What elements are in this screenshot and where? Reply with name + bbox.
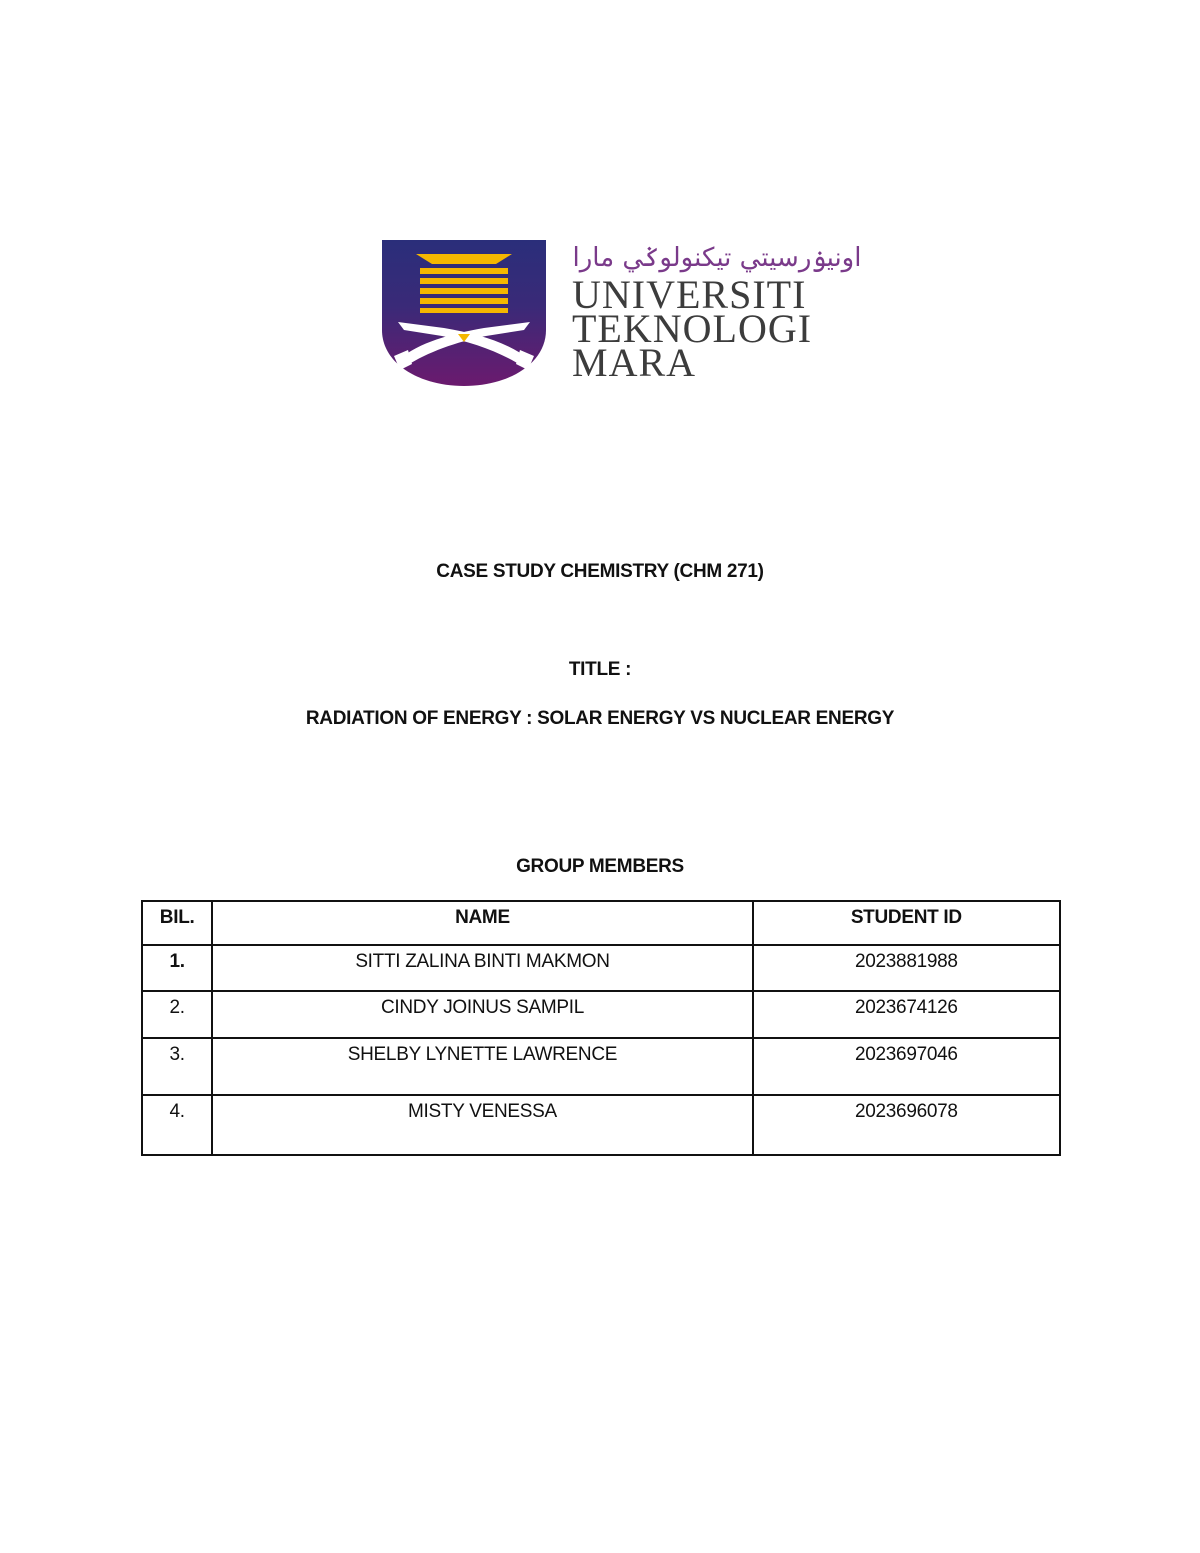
university-crest-icon [380,238,548,388]
row-student-id: 2023696078 [753,1095,1060,1155]
row-bil: 2. [142,991,212,1038]
row-student-id: 2023881988 [753,945,1060,991]
row-name: MISTY VENESSA [212,1095,752,1155]
logo-wordmark [572,272,872,385]
header-bil: BIL. [142,901,212,945]
row-bil: 1. [142,945,212,991]
group-members-table [141,900,1061,1156]
logo-jawi-script: اونيۏرسيتي تيكنولوݢي مارا [572,243,862,273]
logo-wordmark-line-1: UNIVERSITI [572,272,807,317]
row-name: CINDY JOINUS SAMPIL [212,991,752,1038]
row-bil: 3. [142,1038,212,1095]
header-student-id: STUDENT ID [753,901,1060,945]
row-bil: 4. [142,1095,212,1155]
row-student-id: 2023674126 [753,991,1060,1038]
members-heading: GROUP MEMBERS [516,856,684,877]
header-name: NAME [212,901,752,945]
table-row [142,1095,1060,1155]
logo-wordmark-line-2: TEKNOLOGI [572,306,813,351]
table-header-row [142,901,1060,945]
row-name: SITTI ZALINA BINTI MAKMON [212,945,752,991]
course-heading: CASE STUDY CHEMISTRY (CHM 271) [436,561,764,582]
table-row [142,991,1060,1038]
document-title: RADIATION OF ENERGY : SOLAR ENERGY VS NUCLEAR ENERGY [305,708,895,729]
row-name: SHELBY LYNETTE LAWRENCE [212,1038,752,1095]
title-label: TITLE : [568,659,632,680]
table-row [142,945,1060,991]
row-student-id: 2023697046 [753,1038,1060,1095]
table-row [142,1038,1060,1095]
logo-wordmark-line-3: MARA [572,340,697,385]
university-logo [380,238,870,388]
